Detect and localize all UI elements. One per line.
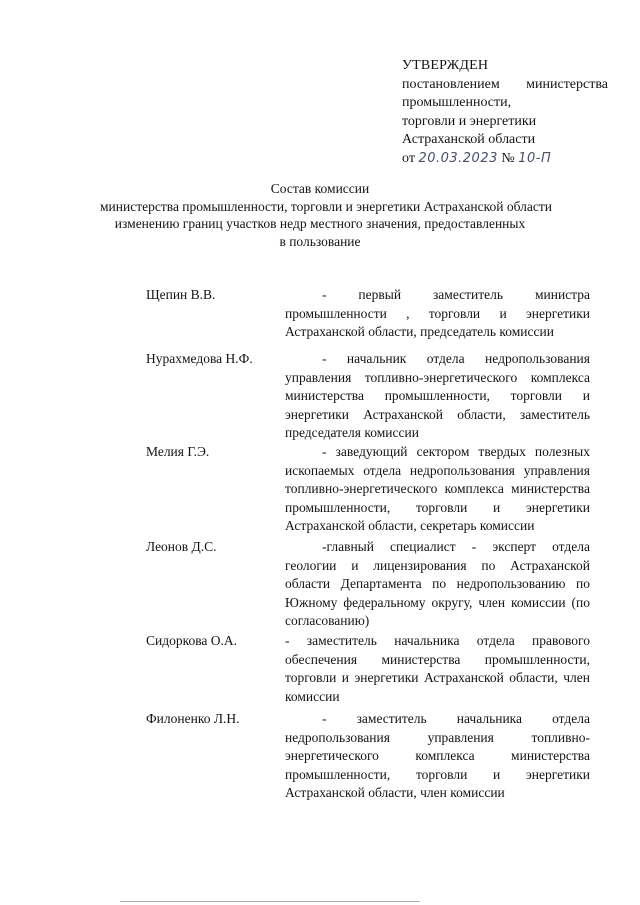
approval-line-4: Астраханской области [402, 132, 536, 147]
member-name: Щепин В.В. [146, 287, 216, 302]
member-name: Филоненко Л.Н. [146, 711, 240, 726]
approval-title: УТВЕРЖДЕН [402, 58, 489, 73]
member-row [146, 710, 590, 803]
member-row [146, 286, 590, 342]
date-prefix: от [402, 150, 415, 166]
heading-line-2: министерства промышленности, торговли и энергетики Астраханской области [100, 198, 552, 214]
approval-date: 20.03.2023 [418, 150, 498, 166]
member-role: - заместитель начальника отдела правового обеспечения министерства промышленности, торговли и энергетики Астраханской области, член комиссии [285, 633, 590, 704]
member-role: -главный специалист - эксперт отдела геологии и лицензирования по Астраханской области Департамента по недропользованию по Южному федеральному округу, член комиссии (по согласованию) [285, 539, 590, 629]
member-name: Нурахмедова Н.Ф. [146, 351, 253, 366]
member-role: - начальник отдела недропользования управления топливно-энергетического комплекса министерства промышленности, торговли и энергетики Астраханской области, заместитель председателя комиссии [285, 351, 590, 441]
approval-line-2: промышленности, [402, 95, 512, 110]
member-row [146, 538, 590, 631]
approval-stamp [402, 57, 608, 168]
approval-line-1: постановлением министерства [402, 76, 608, 92]
member-name: Леонов Д.С. [146, 539, 217, 554]
approval-date-line [402, 150, 608, 169]
member-name: Мелия Г.Э. [146, 444, 210, 459]
member-role: - заместитель начальника отдела недропользования управления топливно-энергетического комплекса министерства промышленности, торговли и энергетики Астраханской области, член комиссии [285, 711, 590, 801]
approval-number: 10-П [518, 150, 552, 166]
approval-line-3: торговли и энергетики [402, 113, 537, 129]
heading-line-3: изменению границ участков недр местного значения, предоставленных [114, 216, 526, 231]
member-row [146, 632, 590, 706]
heading-line-4: в пользование [279, 233, 361, 249]
member-name: Сидоркова О.А. [146, 633, 238, 648]
member-row [146, 443, 590, 536]
member-role: - первый заместитель министра промышленности , торговли и энергетики Астраханской области, председатель комиссии [285, 287, 590, 340]
document-heading [100, 180, 552, 250]
scan-edge-line [120, 901, 420, 902]
number-prefix: № [501, 150, 515, 166]
member-row [146, 350, 590, 443]
heading-line-1: Состав комиссии [270, 181, 370, 196]
member-role: - заведующий сектором твердых полезных ископаемых отдела недропользования управления топливно-энергетического комплекса министерства промышленности, торговли и энергетики Астраханской области, секретарь комиссии [285, 444, 590, 534]
